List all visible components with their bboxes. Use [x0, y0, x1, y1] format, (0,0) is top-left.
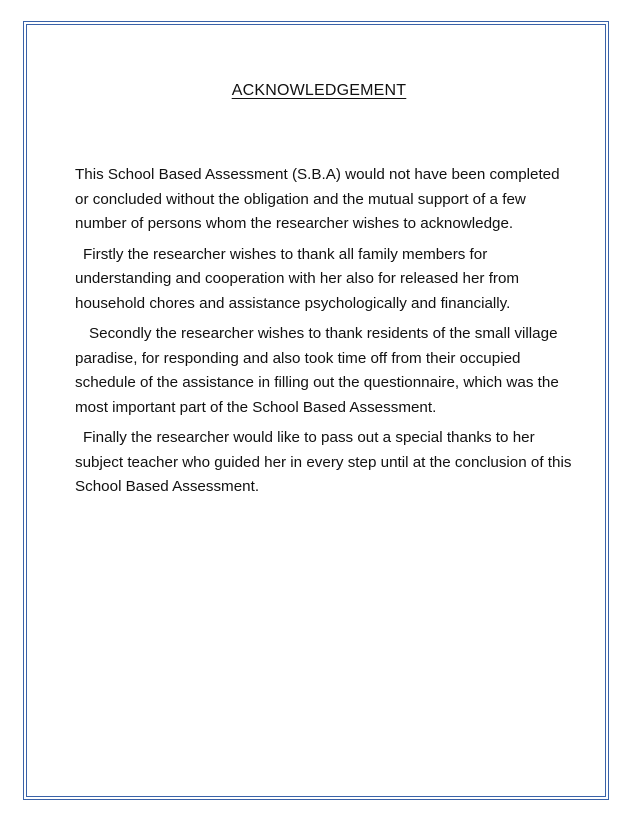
document-body — [75, 163, 575, 506]
paragraph-intro: This School Based Assessment (S.B.A) would not have been completed or concluded without the obligation and the mutual support of a few number of persons whom the researcher wishes to acknowledge. — [75, 166, 560, 232]
page-title: ACKNOWLEDGEMENT — [231, 82, 407, 99]
paragraph-residents: Secondly the researcher wishes to thank residents of the small village paradise, for responding and also took time off from their occupied schedule of the assistance in filling out the questionnaire, which was the most important part of the School Based Assessment. — [75, 325, 559, 416]
paragraph-family: Firstly the researcher wishes to thank all family members for understanding and cooperation with her also for released her from household chores and assistance psychologically and financially. — [75, 245, 520, 312]
paragraph-teacher: Finally the researcher would like to pass out a special thanks to her subject teacher who guided her in every step until at the conclusion of this School Based Assessment. — [75, 429, 572, 495]
